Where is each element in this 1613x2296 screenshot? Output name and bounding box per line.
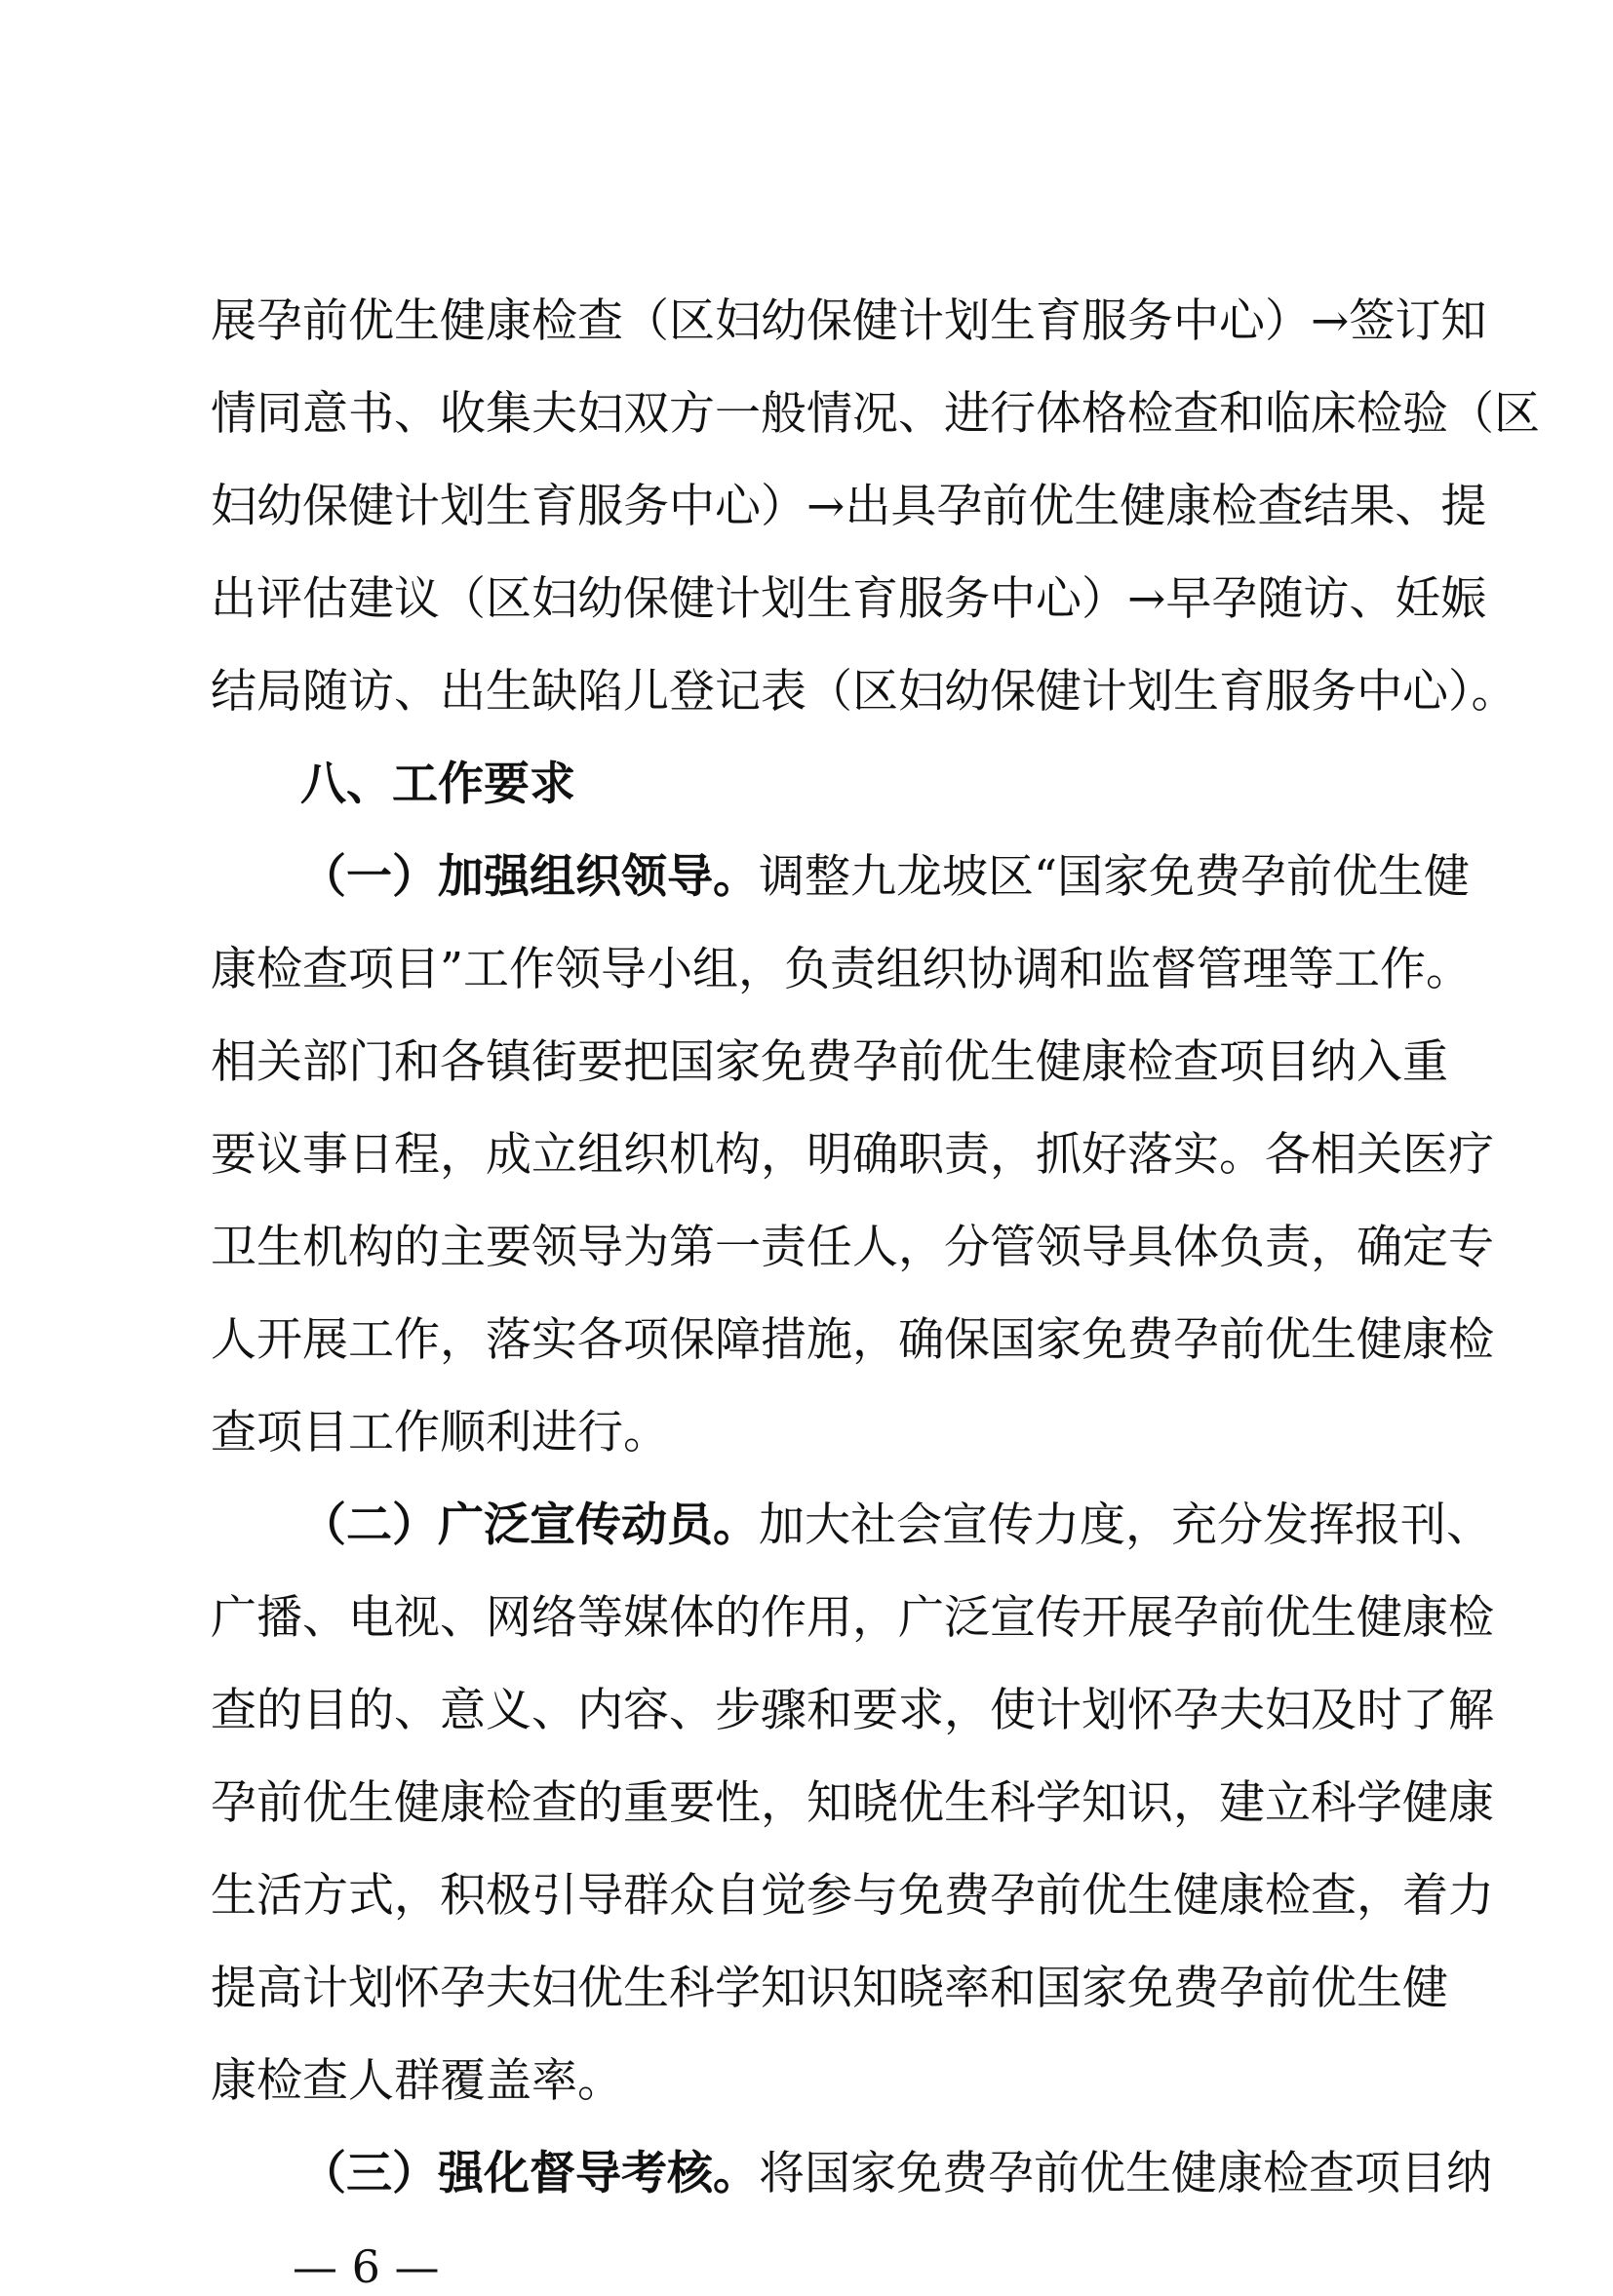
body-text-line: 提高计划怀孕夫妇优生科学知识知晓率和国家免费孕前优生健 xyxy=(211,1962,1448,2015)
body-text-line: 卫生机构的主要领导为第一责任人，分管领导具体负责，确定专 xyxy=(211,1221,1494,1274)
item-1-first-line-text: 调整九龙坡区“国家免费孕前优生健 xyxy=(759,850,1471,904)
body-text-line: 查项目工作顺利进行。 xyxy=(211,1406,669,1459)
body-text-line: 人开展工作，落实各项保障措施，确保国家免费孕前优生健康检 xyxy=(211,1313,1494,1367)
body-text-line: 康检查项目”工作领导小组，负责组织协调和监督管理等工作。 xyxy=(211,943,1473,996)
section-heading: 八、工作要求 xyxy=(300,758,575,811)
page-number: — 6 — xyxy=(293,2240,440,2293)
item-3-heading: （三）强化督导考核。 xyxy=(300,2147,759,2200)
body-text-line: 结局随访、出生缺陷儿登记表（区妇幼保健计划生育服务中心）。 xyxy=(211,665,1517,719)
body-text-line: 生活方式，积极引导群众自觉参与免费孕前优生健康检查，着力 xyxy=(211,1869,1494,1923)
item-1-first-line xyxy=(300,848,1471,907)
item-2-first-line-text: 加大社会宣传力度，充分发挥报刊、 xyxy=(759,1498,1492,1552)
body-text-line: 妇幼保健计划生育服务中心）→出具孕前优生健康检查结果、提 xyxy=(211,480,1487,533)
item-2-first-line xyxy=(300,1497,1492,1555)
body-text-line: 相关部门和各镇街要把国家免费孕前优生健康检查项目纳入重 xyxy=(211,1035,1448,1089)
body-text-line: 出评估建议（区妇幼保健计划生育服务中心）→早孕随访、妊娠 xyxy=(211,572,1487,626)
body-text-line: 康检查人群覆盖率。 xyxy=(211,2054,623,2108)
body-text-line: 孕前优生健康检查的重要性，知晓优生科学知识，建立科学健康 xyxy=(211,1776,1494,1830)
item-3-first-line-text: 将国家免费孕前优生健康检查项目纳 xyxy=(759,2147,1492,2200)
body-text-line: 展孕前优生健康检查（区妇幼保健计划生育服务中心）→签订知 xyxy=(211,294,1487,348)
body-text-line: 广播、电视、网络等媒体的作用，广泛宣传开展孕前优生健康检 xyxy=(211,1591,1494,1645)
item-3-first-line xyxy=(300,2145,1492,2203)
body-text-line: 查的目的、意义、内容、步骤和要求，使计划怀孕夫妇及时了解 xyxy=(211,1684,1494,1737)
body-text-line: 要议事日程，成立组织机构，明确职责，抓好落实。各相关医疗 xyxy=(211,1128,1494,1182)
body-text-line: 情同意书、收集夫妇双方一般情况、进行体格检查和临床检验（区 xyxy=(211,387,1540,441)
item-2-heading: （二）广泛宣传动员。 xyxy=(300,1498,759,1552)
item-1-heading: （一）加强组织领导。 xyxy=(300,850,759,904)
